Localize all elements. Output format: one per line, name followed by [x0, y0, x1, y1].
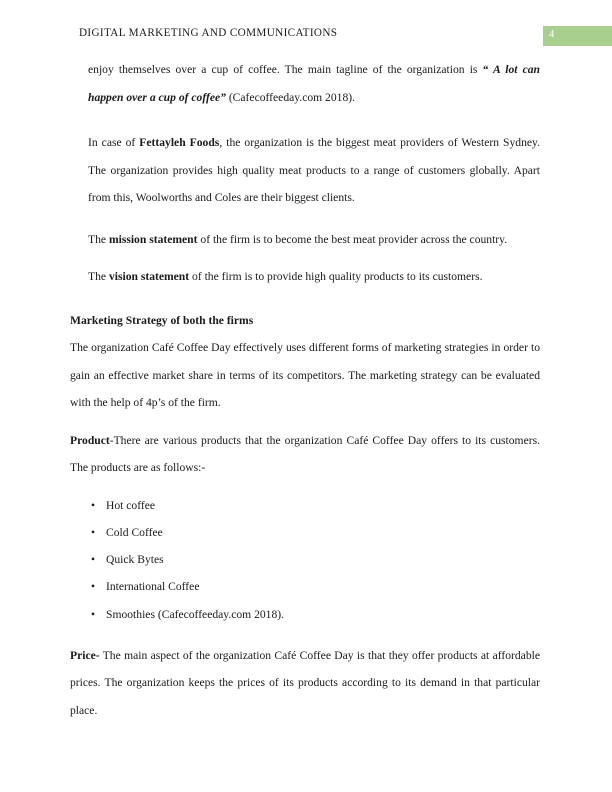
- bullet-icon: •: [91, 498, 96, 512]
- vision-statement-label: vision statement: [108, 270, 190, 283]
- paragraph-product: [70, 427, 540, 482]
- list-item-label: Hot coffee: [106, 498, 156, 512]
- bullet-icon: •: [91, 525, 96, 539]
- list-item: [70, 573, 540, 600]
- fettayleh-company-name: Fettayleh Foods: [139, 136, 220, 149]
- bullet-icon: •: [91, 553, 96, 567]
- bullet-icon: •: [91, 607, 96, 621]
- paragraph-spacer: [88, 111, 540, 129]
- product-bullet-list: [70, 492, 540, 628]
- page-number: 4: [549, 29, 555, 40]
- list-item: [70, 492, 540, 519]
- marketing-strategy-section: [70, 307, 540, 725]
- paragraph-fettayleh: [88, 129, 540, 212]
- page-header: [0, 0, 612, 56]
- mission-lead-text: The: [88, 232, 109, 246]
- paragraph-vision: [88, 263, 540, 291]
- tagline-citation-text: (Cafecoffeeday.com 2018).: [225, 90, 356, 104]
- paragraph-marketing-strategy: The organization Café Coffee Day effectively uses different forms of marketing strategies in order to gain an effective market share in terms of its competitors. The marketing strategy can be evaluated with the help of 4p’s of the firm.: [70, 341, 540, 409]
- paragraph-spacer: [88, 253, 540, 263]
- paragraph-spacer: [70, 628, 540, 642]
- tagline-emphasis-text: “ A lot can happen over a cup of coffee”: [88, 63, 540, 104]
- intro-section: [88, 56, 540, 291]
- vision-lead-text: The: [88, 270, 109, 283]
- list-item: [70, 601, 540, 628]
- price-label: Price-: [70, 648, 100, 662]
- tagline-lead-text: enjoy themselves over a cup of coffee. The main tagline of the organization is: [88, 63, 483, 76]
- product-label: Product: [70, 433, 110, 447]
- list-item: [70, 519, 540, 546]
- paragraph-spacer: [88, 212, 540, 226]
- vision-body-text: of the firm is to provide high quality products to its customers.: [189, 270, 483, 283]
- price-body-text: The main aspect of the organization Café Coffee Day is that they offer products at affordable prices. The organization keeps the prices of its products according to its demand in that particular place.: [70, 648, 540, 717]
- heading-marketing-strategy: Marketing Strategy of both the firms: [70, 313, 254, 327]
- section-spacer: [0, 291, 612, 307]
- list-item-label: Cold Coffee: [106, 525, 163, 539]
- list-item-label: International Coffee: [106, 580, 200, 594]
- list-item: [70, 546, 540, 573]
- list-item-label: Quick Bytes: [106, 553, 164, 567]
- paragraph-spacer: [70, 417, 540, 427]
- bullet-icon: •: [91, 580, 96, 594]
- fettayleh-body-text: , the organization is the biggest meat providers of Western Sydney. The organization provides high quality meat products to a range of customers globally. Apart from this, Woolworths and Coles are their biggest clients.: [88, 136, 540, 204]
- paragraph-mission: [88, 226, 540, 254]
- product-body-text: -There are various products that the organization Café Coffee Day offers to its customers. The products are as follows:-: [70, 433, 540, 474]
- fettayleh-lead-text: In case of: [88, 136, 140, 149]
- mission-body-text: of the firm is to become the best meat provider across the country.: [197, 232, 508, 246]
- page-number-badge: [543, 26, 612, 46]
- document-body: [0, 56, 612, 724]
- list-item-label: Smoothies (Cafecoffeeday.com 2018).: [106, 607, 285, 621]
- mission-statement-label: mission statement: [108, 232, 198, 246]
- paragraph-price: [70, 642, 540, 725]
- paragraph-tagline: [88, 56, 540, 111]
- header-title: DIGITAL MARKETING AND COMMUNICATIONS: [79, 27, 338, 39]
- list-spacer: [70, 482, 540, 492]
